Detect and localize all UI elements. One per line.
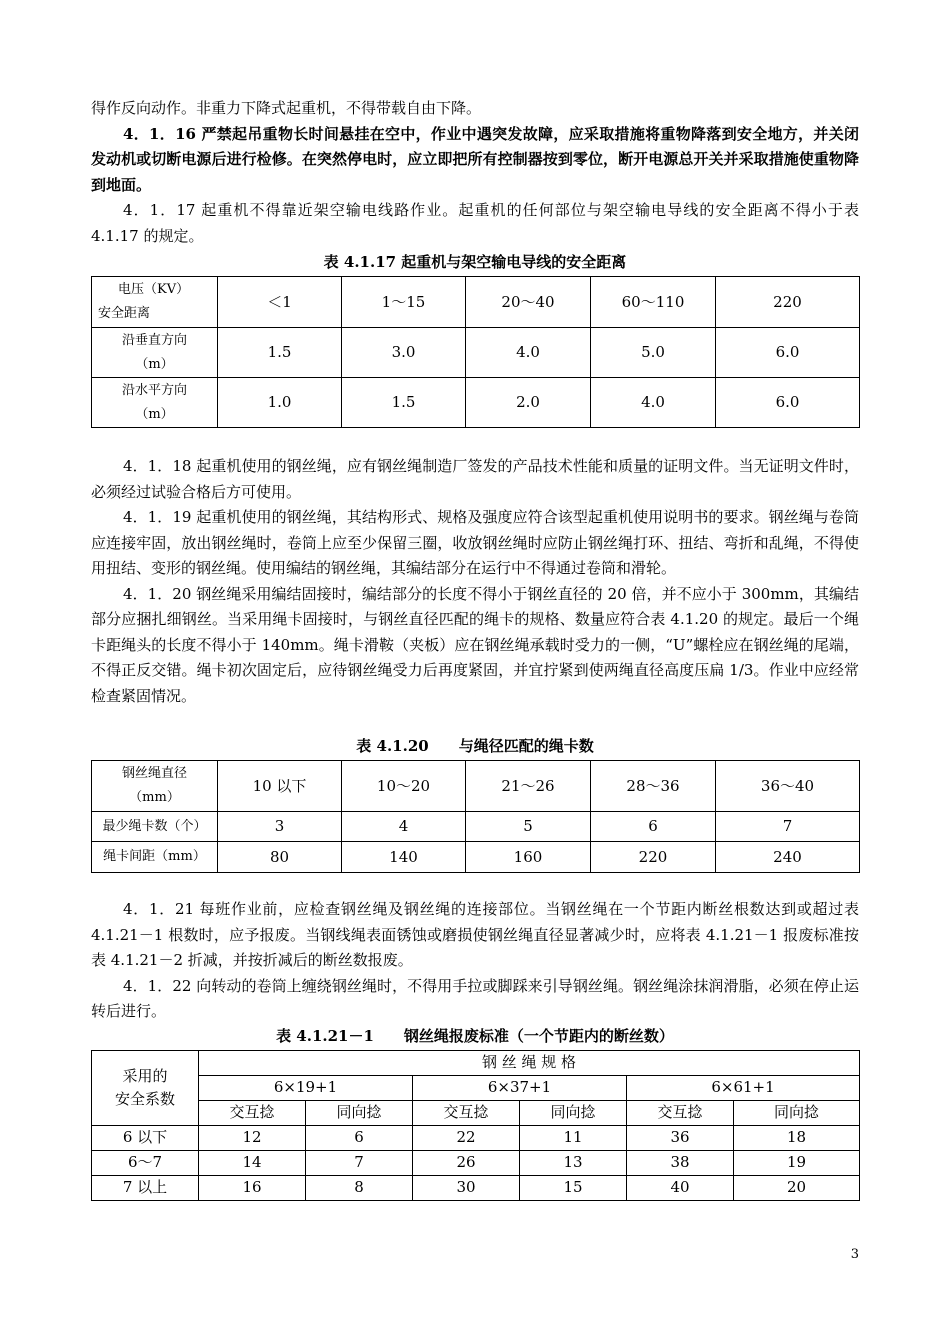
table-row xyxy=(92,1075,860,1100)
table-cell: 5.0 xyxy=(591,328,716,378)
table-row xyxy=(92,842,860,873)
column-header: 28～36 xyxy=(591,761,716,812)
paragraph-continued: 得作反向动作。非重力下降式起重机，不得带载自由下降。 xyxy=(91,99,482,117)
clause-4-1-20: 4．1．20 钢丝绳采用编结固接时，编结部分的长度不得小于钢丝直径的 20 倍，并不应小于 300mm，其编结部分应捆扎细钢丝。当采用绳卡固接时，与钢丝直径匹配的绳卡的规格、数量应符合表 4.1.20 的规定。最后一个绳卡距绳头的长度不得小于 140mm。绳卡滑鞍（夹板）应在钢丝绳承载时受力的一侧，“U”螺栓应在钢丝绳的尾端，不得正反交错。绳卡初次固定后，应待钢丝绳受力后再度紧固，并宜拧紧到使两绳直径高度压扁 1/3。作业中应经常检查紧固情况。 xyxy=(91,584,859,705)
table-cell: 80 xyxy=(218,842,342,873)
column-header: 36～40 xyxy=(716,761,860,812)
table-row xyxy=(92,1050,860,1075)
table-cell: 30 xyxy=(413,1175,520,1200)
table-cell: 15 xyxy=(520,1175,627,1200)
table-row xyxy=(92,328,860,378)
row-label-line: 沿垂直方向 xyxy=(121,332,187,348)
table-cell: 6 xyxy=(306,1125,413,1150)
table-row xyxy=(92,761,860,812)
group-header: 6×19+1 xyxy=(199,1075,413,1100)
column-header: 10～20 xyxy=(342,761,466,812)
row-label xyxy=(92,378,218,428)
table-cell: 1.0 xyxy=(218,378,342,428)
table-cell: 6 xyxy=(591,812,716,842)
table-corner-cell xyxy=(92,277,218,328)
row-label-unit: （m） xyxy=(135,406,174,422)
sub-header: 交互捻 xyxy=(199,1100,306,1125)
table-cell: 26 xyxy=(413,1150,520,1175)
table-row xyxy=(92,277,860,328)
table-cell: 19 xyxy=(734,1150,860,1175)
table-4-1-21-1 xyxy=(91,1050,860,1201)
sub-header: 交互捻 xyxy=(627,1100,734,1125)
table-cell: 11 xyxy=(520,1125,627,1150)
row-label-line: 沿水平方向 xyxy=(121,382,187,398)
table-cell: 4.0 xyxy=(466,328,591,378)
table-cell: 220 xyxy=(591,842,716,873)
table-cell: 4.0 xyxy=(591,378,716,428)
table-cell: 240 xyxy=(716,842,860,873)
row-label: 6～7 xyxy=(92,1150,199,1175)
clause-4-1-17: 4．1．17 起重机不得靠近架空输电线路作业。起重机的任何部位与架空输电导线的安全距离不得小于表 4.1.17 的规定。 xyxy=(91,201,859,245)
table-cell: 140 xyxy=(342,842,466,873)
clause-4-1-18: 4．1．18 起重机使用的钢丝绳，应有钢丝绳制造厂签发的产品技术性能和质量的证明文件。当无证明文件时，必须经过试验合格后方可使用。 xyxy=(91,457,859,501)
corner-bottom-label: 安全系数 xyxy=(114,1089,175,1108)
table-cell: 13 xyxy=(520,1150,627,1175)
row-label-unit: （m） xyxy=(135,356,174,372)
table-cell: 1.5 xyxy=(218,328,342,378)
row-label: 6 以下 xyxy=(92,1125,199,1150)
table-cell: 7 xyxy=(306,1150,413,1175)
row-label: 7 以上 xyxy=(92,1175,199,1200)
table-cell: 38 xyxy=(627,1150,734,1175)
table-cell: 4 xyxy=(342,812,466,842)
table-row xyxy=(92,812,860,842)
table-cell: 8 xyxy=(306,1175,413,1200)
column-header: 220 xyxy=(716,277,860,328)
table-4-1-21-1-caption: 表 4.1.21－1 钢丝绳报废标准（一个节距内的断丝数） xyxy=(276,1026,674,1045)
table-row xyxy=(92,1125,860,1150)
clause-4-1-19: 4．1．19 起重机使用的钢丝绳，其结构形式、规格及强度应符合该型起重机使用说明书的要求。钢丝绳与卷筒应连接牢固，放出钢丝绳时，卷筒上应至少保留三圈，收放钢丝绳时应防止钢丝绳打环、扭结、弯折和乱绳，不得使用扭结、变形的钢丝绳。使用编结的钢丝绳，其编结部分在运行中不得通过卷筒和滑轮。 xyxy=(91,508,859,577)
table-row xyxy=(92,378,860,428)
clause-4-1-21: 4．1．21 每班作业前，应检查钢丝绳及钢丝绳的连接部位。当钢丝绳在一个节距内断丝根数达到或超过表 4.1.21－1 根数时，应予报废。当钢线绳表面锈蚀或磨损使钢丝绳直径显著减少时，应将表 4.1.21－1 报废标准按表 4.1.21－2 折减，并按折减后的断丝数报废。 xyxy=(91,900,859,969)
table-4-1-20 xyxy=(91,760,860,873)
table-cell: 12 xyxy=(199,1125,306,1150)
table-cell: 6.0 xyxy=(716,328,860,378)
table-cell: 14 xyxy=(199,1150,306,1175)
sub-header: 同向捻 xyxy=(734,1100,860,1125)
table-corner-cell xyxy=(92,1050,199,1125)
sub-header: 同向捻 xyxy=(520,1100,627,1125)
table-cell: 40 xyxy=(627,1175,734,1200)
page-content xyxy=(91,96,859,1201)
table-cell: 18 xyxy=(734,1125,860,1150)
table-corner-cell xyxy=(92,761,218,812)
sub-header: 交互捻 xyxy=(413,1100,520,1125)
row-label: 最少绳卡数（个） xyxy=(92,812,218,842)
table-cell: 36 xyxy=(627,1125,734,1150)
table-cell: 7 xyxy=(716,812,860,842)
corner-bottom-label: （mm） xyxy=(129,790,180,805)
table-cell: 5 xyxy=(466,812,591,842)
table-cell: 6.0 xyxy=(716,378,860,428)
table-cell: 3.0 xyxy=(342,328,466,378)
spec-header: 钢 丝 绳 规 格 xyxy=(199,1050,860,1075)
corner-bottom-label: 安全距离 xyxy=(98,306,151,321)
table-row xyxy=(92,1150,860,1175)
page-number: 3 xyxy=(850,1247,859,1262)
corner-top-label: 钢丝绳直径 xyxy=(121,766,187,781)
sub-header: 同向捻 xyxy=(306,1100,413,1125)
group-header: 6×37+1 xyxy=(413,1075,627,1100)
column-header: 20～40 xyxy=(466,277,591,328)
table-cell: 1.5 xyxy=(342,378,466,428)
table-cell: 3 xyxy=(218,812,342,842)
corner-top-label: 电压（KV） xyxy=(118,282,190,297)
table-4-1-17 xyxy=(91,276,860,428)
row-label xyxy=(92,328,218,378)
clause-4-1-22: 4．1．22 向转动的卷筒上缠绕钢丝绳时，不得用手拉或脚踩来引导钢丝绳。钢丝绳涂抹润滑脂，必须在停止运转后进行。 xyxy=(91,976,859,1020)
table-cell: 160 xyxy=(466,842,591,873)
table-row xyxy=(92,1100,860,1125)
table-4-1-17-caption: 表 4.1.17 起重机与架空输电导线的安全距离 xyxy=(323,253,627,271)
table-cell: 22 xyxy=(413,1125,520,1150)
corner-top-label: 采用的 xyxy=(122,1066,168,1085)
table-4-1-20-caption: 表 4.1.20 与绳径匹配的绳卡数 xyxy=(356,737,594,755)
group-header: 6×61+1 xyxy=(627,1075,860,1100)
table-cell: 20 xyxy=(734,1175,860,1200)
table-cell: 2.0 xyxy=(466,378,591,428)
column-header: 10 以下 xyxy=(218,761,342,812)
row-label: 绳卡间距（mm） xyxy=(92,842,218,873)
clause-4-1-16: 4．1．16 严禁起吊重物长时间悬挂在空中，作业中遇突发故障，应采取措施将重物降落到安全地方，并关闭发动机或切断电源后进行检修。在突然停电时，应立即把所有控制器按到零位，断开电源总开关并采取措施使重物降到地面。 xyxy=(91,124,859,194)
column-header: 60～110 xyxy=(591,277,716,328)
column-header: ＜1 xyxy=(218,277,342,328)
column-header: 21～26 xyxy=(466,761,591,812)
table-row xyxy=(92,1175,860,1200)
table-cell: 16 xyxy=(199,1175,306,1200)
column-header: 1～15 xyxy=(342,277,466,328)
